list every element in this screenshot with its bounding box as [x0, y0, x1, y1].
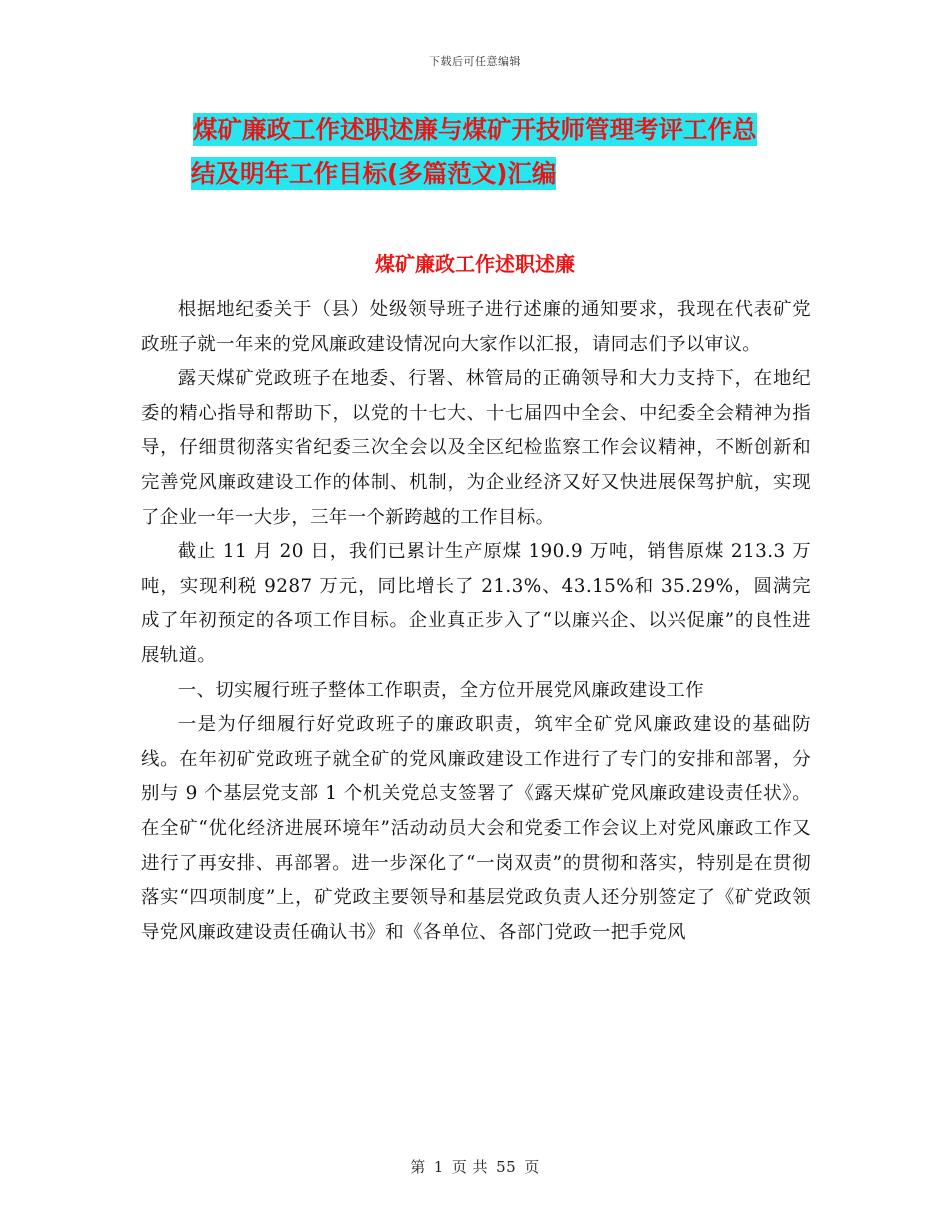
- page-number: 1: [433, 1158, 444, 1176]
- total-pages: 55: [496, 1158, 517, 1176]
- paragraph: 截止 11 月 20 日，我们已累计生产原煤 190.9 万吨，销售原煤 213.3 万吨，实现利税 9287 万元，同比增长了 21.3%、43.15%和 35.29%，圆满完成了年初预定的各项工作目标。企业真正步入了“以廉兴企、以兴促廉”的良性进展轨道。: [141, 541, 811, 666]
- document-title: [193, 108, 813, 196]
- section-title: 煤矿廉政工作述职述廉: [375, 252, 575, 276]
- footer-prefix: 第: [410, 1158, 426, 1176]
- footer-mid: 页 共: [451, 1158, 489, 1176]
- footer-suffix: 页: [524, 1158, 540, 1176]
- title-line-2: 结及明年工作目标(多篇范文)汇编: [191, 159, 557, 188]
- page-footer: [0, 1156, 950, 1177]
- paragraph: 一是为仔细履行好党政班子的廉政职责，筑牢全矿党风廉政建设的基础防线。在年初矿党政班子就全矿的党风廉政建设工作进行了专门的安排和部署，分别与 9 个基层党支部 1 个机关党总支签署了《露天煤矿党风廉政建设责任状》。在全矿“优化经济进展环境年”活动动员大会和党委工作会议上对党风廉政工作又进行了再安排、再部署。进一步深化了“一岗双责”的贯彻和落实，特别是在贯彻落实“四项制度”上，矿党政主要领导和基层党政负责人还分别签定了《矿党政领导党风廉政建设责任确认书》和《各单位、各部门党政一把手党风: [141, 714, 811, 943]
- paragraph: 露天煤矿党政班子在地委、行署、林管局的正确领导和大力支持下，在地纪委的精心指导和帮助下，以党的十七大、十七届四中全会、中纪委全会精神为指导，仔细贯彻落实省纪委三次全会以及全区纪检监察工作会议精神，不断创新和完善党风廉政建设工作的体制、机制，为企业经济又好又快进展保驾护航，实现了企业一年一大步，三年一个新跨越的工作目标。: [141, 368, 811, 528]
- paragraph: 根据地纪委关于（县）处级领导班子进行述廉的通知要求，我现在代表矿党政班子就一年来的党风廉政建设情况向大家作以汇报，请同志们予以审议。: [141, 299, 811, 355]
- title-line-1: 煤矿廉政工作述职述廉与煤矿开技师管理考评工作总: [193, 115, 757, 144]
- header-note: 下载后可任意编辑: [429, 55, 521, 68]
- paragraph-heading: 一、切实履行班子整体工作职责，全方位开展党风廉政建设工作: [177, 679, 704, 701]
- body-text: [141, 293, 811, 950]
